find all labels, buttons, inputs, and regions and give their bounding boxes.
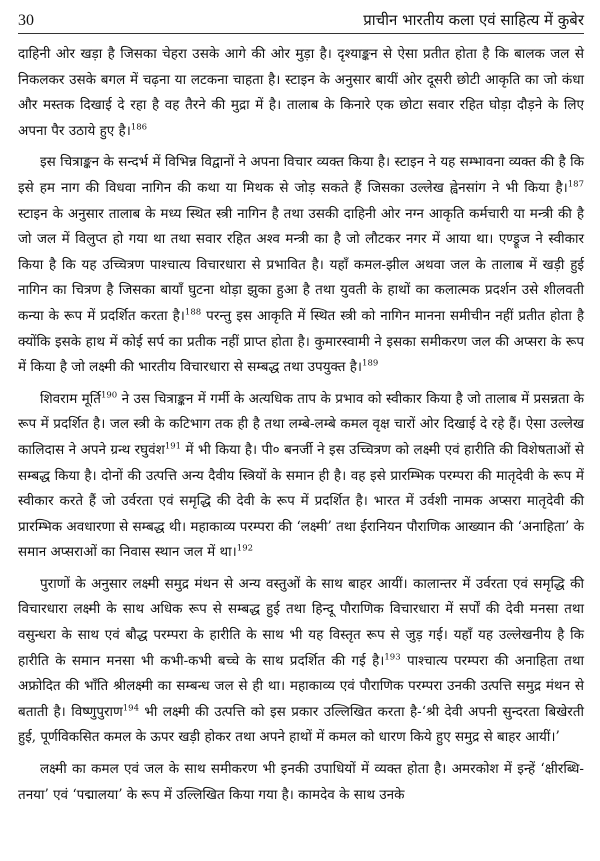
text-run: में भी किया है। पी० बनर्जी ने इस उच्चित्रण को लक्ष्मी एवं हारीति की विशेषताओं से सम्बद्ध किया है। दोनों की उत्पत्ति अन्य दैवीय स्त्रियों के समान ही है। वह इसे प्रारम्भिक परम्परा की मातृदेवी के रूप में स्वीकार करते हैं जो उर्वरता एवं समृद्धि की देवी के रूप में प्रदर्शित है। भारत में उर्वशी नामक अप्सरा मातृदेवी की प्रारम्भिक अवधारणा से सम्बद्ध थी। महाकाव्य परम्परा की ‘लक्ष्मी’ तथा ईरानियन पौराणिक आख्यान की ‘अनाहिता’ के समान अप्सराओं का निवास स्थान जल में था। — [18, 441, 585, 561]
text-run: इस चित्राङ्कन के सन्दर्भ में विभिन्न विद्वानों ने अपना विचार व्यक्त किया है। स्टाइन ने यह सम्भावना व्यक्त की है कि इसे हम नाग की विधवा नागिन की कथा या मिथक से जोड़ सकते हैं जिसका उल्लेख ह्वेनसांग ने भी किया है। — [18, 154, 584, 196]
paragraph-4 — [18, 572, 584, 751]
footnote-marker: 191 — [164, 441, 182, 452]
text-run: स्टाइन के अनुसार तालाब के मध्य स्थित स्त्री नागिन है तथा उसकी दाहिनी ओर नग्न आकृति कर्मचारी या मन्त्री की है जो जल में विलुप्त हो गया था तथा सवार रहित अश्व मन्त्री का है जो लौटकर नगर में आया था। एण्ड्रूज ने स्वीकार किया है कि यह उच्चित्रण पाश्चात्य विचारधारा से प्रभावित है। यहाँ कमल-झील अथवा जल के तालाब में खड़ी हुई नागिन का चित्रण है जिसका बायाँ घुटना थोड़ा झुका हुआ है तथा युवती के हाथों का कलात्मक प्रदर्शन उसे शीलवती कन्या के रूप में प्रदर्शित करता है। — [18, 205, 584, 324]
text-run: लक्ष्मी का कमल एवं जल के साथ समीकरण भी इनकी उपाधियों में व्यक्त होता है। अमरकोश में इन्हें ‘क्षीरब्धि-तनया’ एवं ‘पद्मालया’ के रूप में उल्लिखित किया गया है। कामदेव के साथ उनके — [18, 761, 584, 803]
text-run: पाश्चात्य परम्परा की अनाहिता तथा अफ्रोदित की भाँति श्रीलक्ष्मी का सम्बन्ध जल से ही था। महाकाव्य एवं पौराणिक परम्परा उनकी उत्पत्ति समुद्र मंथन से बताती है। विष्णुपुराण — [18, 652, 584, 720]
footnote-marker: 186 — [130, 122, 148, 133]
text-run: पुराणों के अनुसार लक्ष्मी समुद्र मंथन से अन्य वस्तुओं के साथ बाहर आयीं। कालान्तर में उर्वरता एवं समृद्धि की विचारधारा लक्ष्मी के साथ अधिक रूप से सम्बद्ध हुई तथा हिन्दू पौराणिक विचारधारा में सर्पों की देवी मनसा तथा वसुन्धरा के साथ एवं बौद्ध परम्परा के हारीति के साथ भी यह विस्तृत रूप से जुड़ गई। यहाँ यह उल्लेखनीय है कि हारीति के समान मनसा भी कभी-कभी बच्चे के साथ प्रदर्शित की गई है। — [18, 575, 584, 669]
paragraph-5 — [18, 757, 584, 808]
text-run: परन्तु इस आकृति में स्थित स्त्री को नागिन मानना समीचीन नहीं प्रतीत होता है क्योंकि इसके हाथ में कोई सर्प का प्रतीक नहीं प्राप्त होता है। कुमारस्वामी ने इसका समीकरण जल की अप्सरा के रूप में किया है जो लक्ष्मी की भारतीय विचारधारा से सम्बद्ध तथा उपयुक्त है। — [18, 307, 584, 376]
footnote-marker: 194 — [122, 703, 139, 714]
footnote-marker: 190 — [100, 390, 118, 401]
paragraph-1 — [18, 42, 584, 144]
running-title: प्राचीन भारतीय कला एवं साहित्य में कुबेर — [363, 11, 584, 29]
footnote-marker: 192 — [236, 543, 254, 554]
text-run: शिवराम मूर्ति — [40, 390, 101, 407]
body-text — [18, 42, 584, 808]
page-number: 30 — [18, 12, 34, 29]
text-run: भी लक्ष्मी की उत्पत्ति को इस प्रकार उल्लिखित करता है-‘श्री देवी अपनी सुन्दरता बिखेरती हुई, पूर्णविकसित कमल के ऊपर खड़ी होकर तथा अपने हाथों में कमल को धारण किये हुए समुद्र से बाहर आयीं।’ — [18, 703, 584, 746]
footnote-marker: 187 — [567, 179, 584, 190]
paragraph-2 — [18, 150, 584, 380]
text-run: दाहिनी ओर खड़ा है जिसका चेहरा उसके आगे की ओर मुड़ा है। दृश्याङ्कन से ऐसा प्रतीत होता है कि बालक जल से निकलकर उसके बगल में चढ़ना या लटकना चाहता है। स्टाइन के अनुसार बायीं ओर दूसरी छोटी आकृति का जो कंधा और मस्तक दिखाई दे रहा है वह तैरने की मुद्रा में है। तालाब के किनारे एक छोटा सवार रहित घोड़ा दौड़ने के लिए अपना पैर उठाये हुए है। — [18, 46, 584, 139]
footnote-marker: 189 — [362, 358, 379, 369]
text-run: ने उस चित्राङ्कन में गर्मी के अत्यधिक ताप के प्रभाव को स्वीकार किया है जो तालाब में प्रसन्नता के रूप में प्रदर्शित है। जल स्त्री के कटिभाग तक ही है तथा लम्बे-लम्बे कमल वृक्ष चारों ओर दिखाई दे रहे हैं। ऐसा उल्लेख कालिदास ने अपने ग्रन्थ रघुवंश — [18, 390, 584, 458]
footnote-marker: 193 — [384, 652, 401, 663]
page-header — [18, 10, 584, 34]
footnote-marker: 188 — [184, 307, 202, 318]
paragraph-3 — [18, 387, 584, 566]
